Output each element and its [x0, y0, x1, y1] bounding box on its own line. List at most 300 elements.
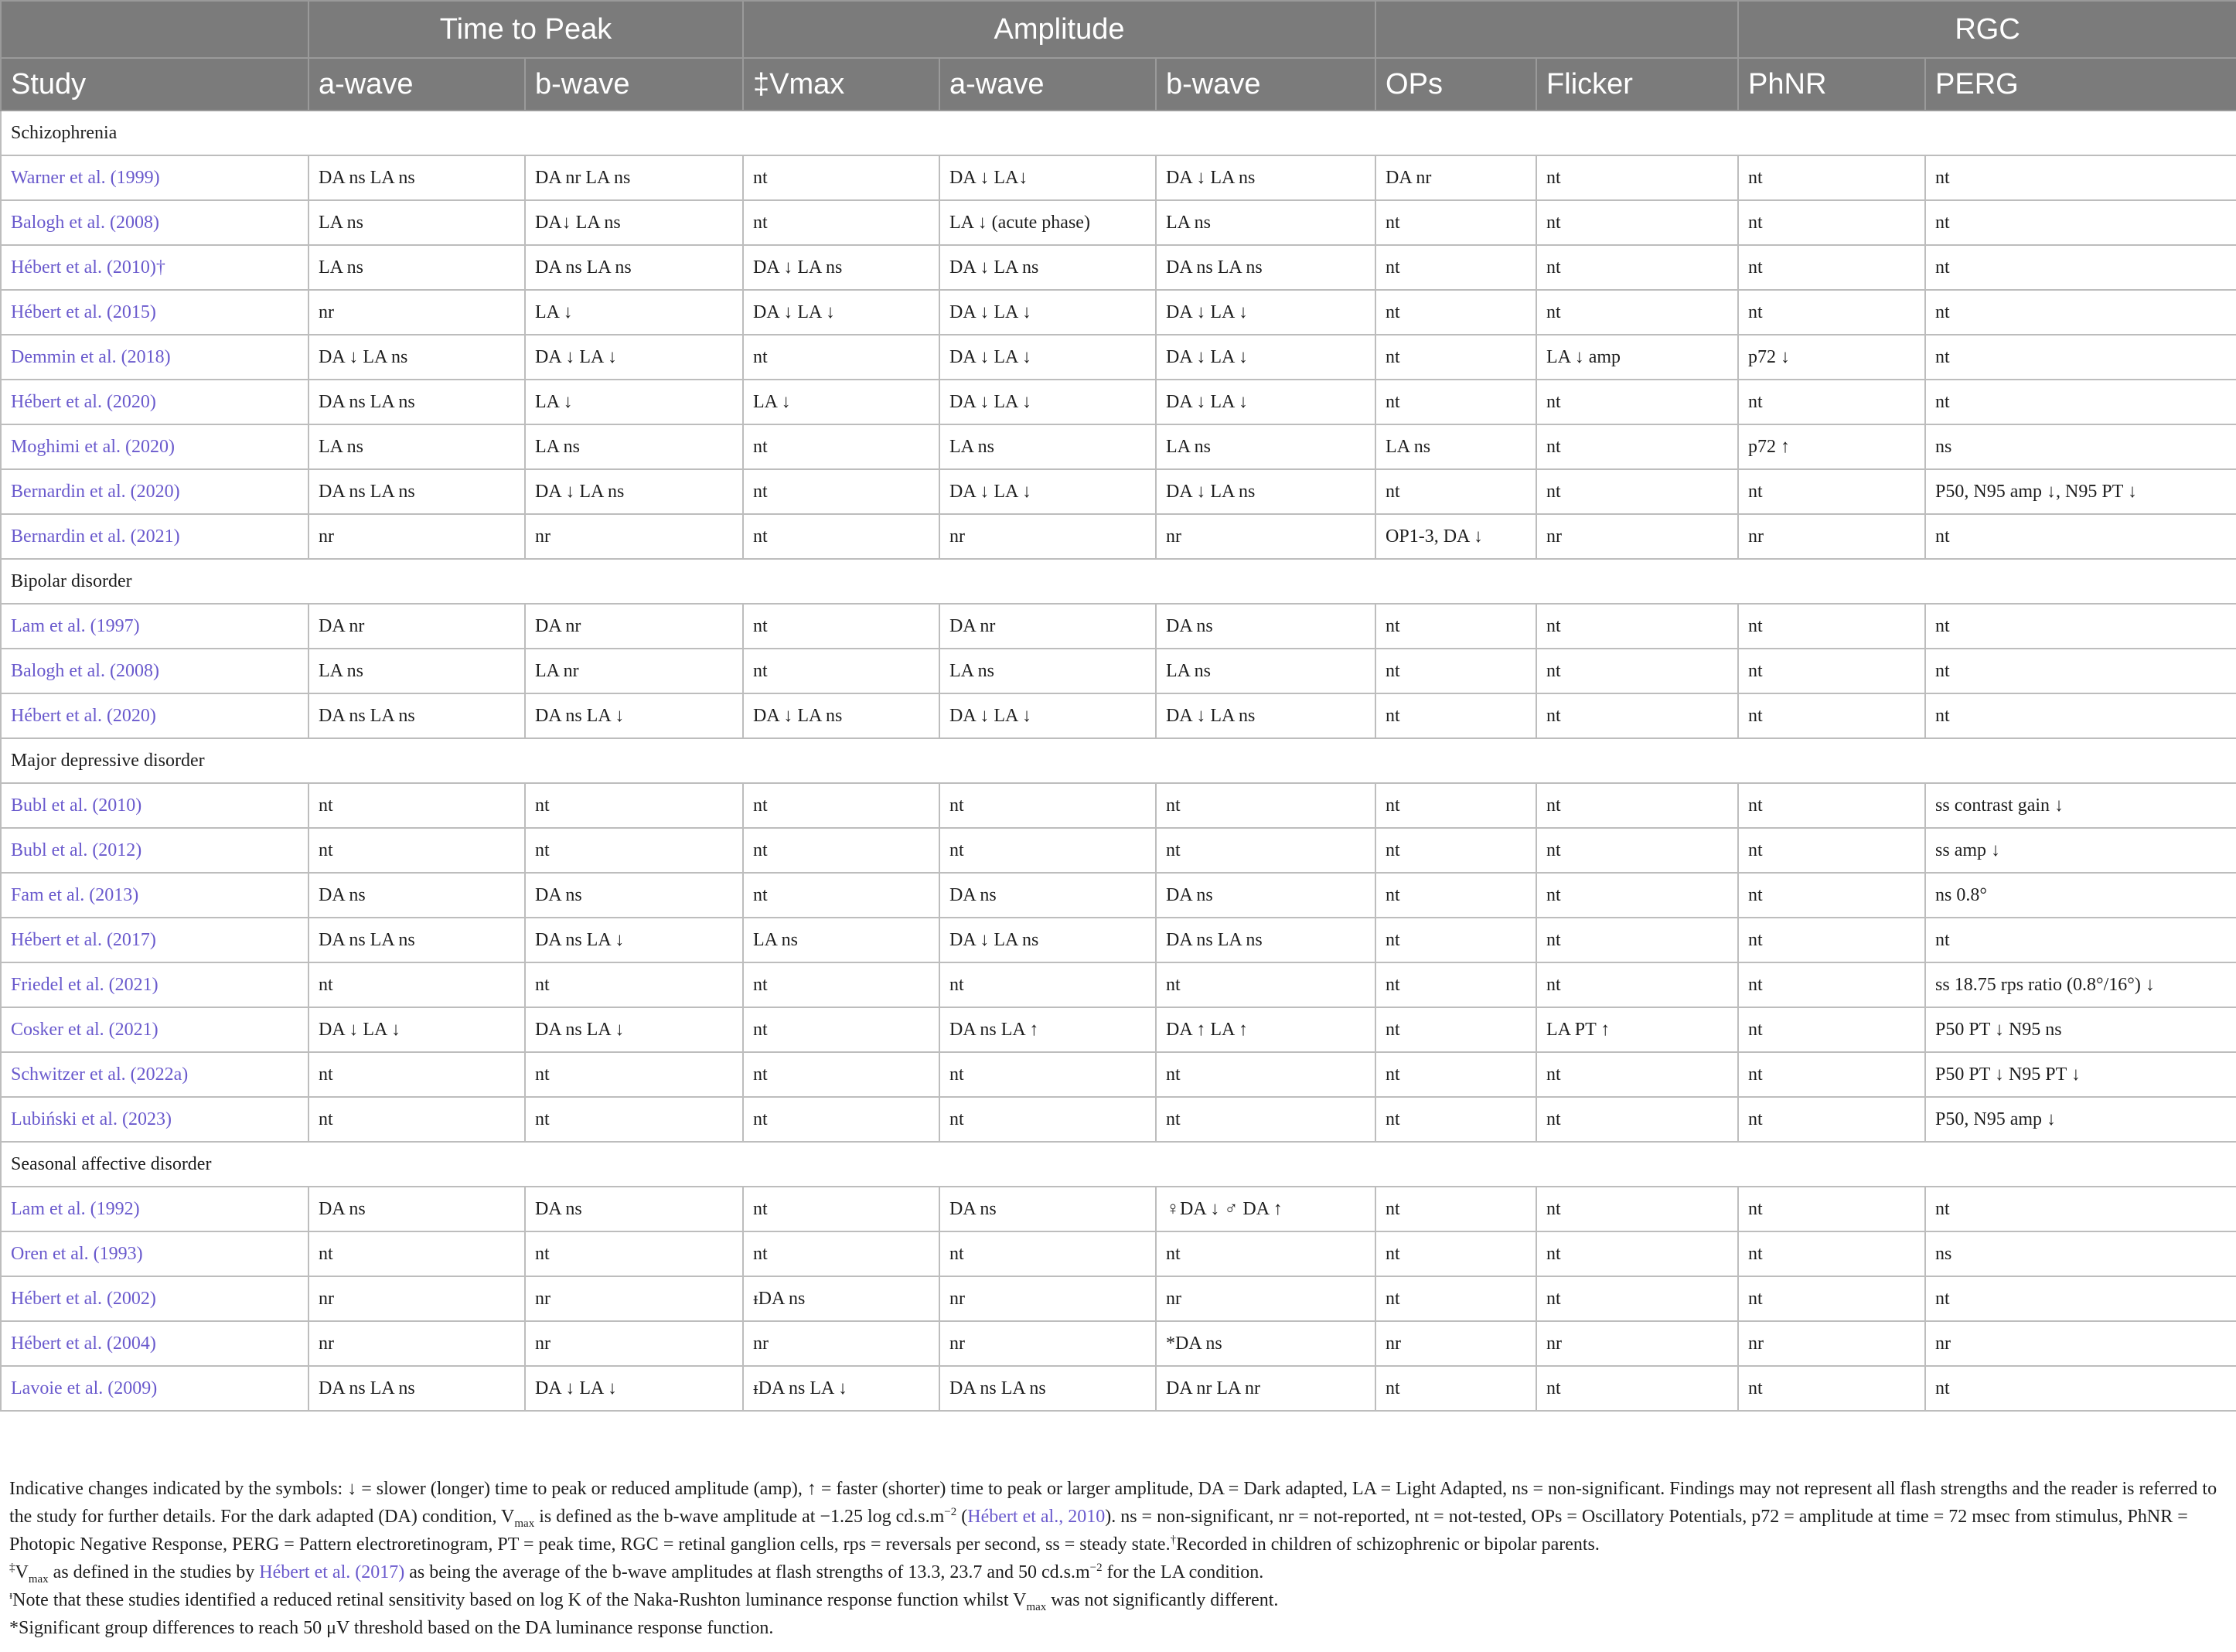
table-cell: nt: [743, 1231, 939, 1276]
table-cell: nt: [1375, 335, 1536, 380]
table-cell: nt: [1738, 649, 1925, 693]
table-cell: P50, N95 amp ↓: [1925, 1097, 2236, 1142]
table-cell: nt: [1536, 200, 1738, 245]
table-cell: ss contrast gain ↓: [1925, 783, 2236, 828]
table-cell: nt: [308, 1097, 525, 1142]
table-cell: nt: [1738, 1231, 1925, 1276]
table-cell: DA ns LA ns: [308, 380, 525, 424]
column-header: PhNR: [1738, 58, 1925, 111]
study-link[interactable]: Bernardin et al. (2021): [11, 526, 180, 547]
table-cell: p72 ↑: [1738, 424, 1925, 469]
table-cell: DA ↓ LA ↓: [1156, 380, 1375, 424]
table-cell: LA ↓ amp: [1536, 335, 1738, 380]
table-cell: ns 0.8°: [1925, 873, 2236, 918]
table-cell: ss 18.75 rps ratio (0.8°/16°) ↓: [1925, 962, 2236, 1007]
table-cell: nt: [939, 1052, 1156, 1097]
table-cell: nr: [743, 1321, 939, 1366]
table-cell: nt: [1925, 649, 2236, 693]
table-cell: nr: [525, 1321, 743, 1366]
table-cell: nt: [525, 962, 743, 1007]
table-cell: nt: [1925, 918, 2236, 962]
table-cell: ns: [1925, 424, 2236, 469]
column-header: Flicker: [1536, 58, 1738, 111]
table-cell: nt: [1925, 1276, 2236, 1321]
table-cell: nr: [308, 290, 525, 335]
table-row: [1, 962, 2236, 1007]
table-cell: p72 ↓: [1738, 335, 1925, 380]
study-link[interactable]: Balogh et al. (2008): [11, 660, 159, 681]
table-cell: nt: [1925, 380, 2236, 424]
study-link[interactable]: Bubl et al. (2010): [11, 795, 142, 816]
table-cell: nt: [1536, 1231, 1738, 1276]
table-cell: nt: [1375, 200, 1536, 245]
study-link[interactable]: Cosker et al. (2021): [11, 1019, 158, 1040]
study-link[interactable]: Hébert et al. (2017): [11, 929, 156, 950]
table-cell: nr: [525, 514, 743, 559]
table-cell: nt: [1375, 828, 1536, 873]
table-cell: DA ↓ LA ns: [1156, 155, 1375, 200]
table-cell: nt: [525, 1052, 743, 1097]
group-header-amplitude: Amplitude: [743, 1, 1375, 58]
table-cell: nt: [1375, 469, 1536, 514]
citation-link[interactable]: Hébert et al. (2017): [259, 1562, 405, 1582]
table-cell: nt: [1738, 783, 1925, 828]
table-cell: nt: [525, 1097, 743, 1142]
table-cell: nt: [1375, 245, 1536, 290]
table-cell: LA ns: [308, 200, 525, 245]
table-cell: nt: [1738, 1276, 1925, 1321]
table-cell: LA ns: [1156, 200, 1375, 245]
table-cell: DA ↓ LA ↓: [308, 1007, 525, 1052]
table-cell: LA ↓: [525, 380, 743, 424]
table-cell: nt: [1536, 1097, 1738, 1142]
table-cell: nt: [1738, 1366, 1925, 1411]
table-cell: *DA ns: [1156, 1321, 1375, 1366]
table-cell: nt: [743, 200, 939, 245]
group-header-row: [1, 1, 2236, 58]
table-cell: nt: [1738, 828, 1925, 873]
table-row: [1, 604, 2236, 649]
table-cell: nt: [1738, 873, 1925, 918]
study-link[interactable]: Demmin et al. (2018): [11, 346, 171, 367]
table-cell: nt: [1536, 469, 1738, 514]
study-link[interactable]: Warner et al. (1999): [11, 167, 160, 188]
study-link[interactable]: Hébert et al. (2002): [11, 1288, 156, 1309]
table-cell: nt: [743, 514, 939, 559]
study-cell: [1, 514, 308, 559]
column-header: a-wave: [308, 58, 525, 111]
table-cell: nt: [1536, 873, 1738, 918]
table-cell: DA ↓ LA ns: [525, 469, 743, 514]
group-header-rgc: RGC: [1738, 1, 2236, 58]
table-cell: nt: [1738, 1187, 1925, 1231]
table-cell: nr: [1536, 514, 1738, 559]
table-cell: DA ↓ LA ↓: [939, 469, 1156, 514]
section-row: [1, 1142, 2236, 1187]
table-cell: nt: [1536, 245, 1738, 290]
table-cell: LA nr: [525, 649, 743, 693]
study-link[interactable]: Oren et al. (1993): [11, 1243, 143, 1264]
study-link[interactable]: Hébert et al. (2020): [11, 391, 156, 412]
table-cell: nt: [1536, 424, 1738, 469]
table-cell: DA ns LA ns: [939, 1366, 1156, 1411]
footnote-legend: Indicative changes indicated by the symbols: ↓ = slower (longer) time to peak or reduced amplitude (amp), ↑ = faster (shorter) time to peak or larger amplitude, DA = Dark adapted, LA = Light Adapted, ns = non-significant. Findings may not represent all flash strengths and the reader is referred to the study for further details. For the dark adapted (DA) condition, $V_{max}$ is defined as the b-wave amplitude at −1.25 $\log cd.s.m^{-2}$ (Hébert et al., 2010). ns = non-significant, nr = not-reported, nt = not-tested, OPs = Oscillatory Potentials, p72 = amplitude at time = 72 msec from stimulus, PhNR = Photopic Negative Response, PERG = Pattern electroretinogram, PT = peak time, RGC = retinal ganglion cells, rps = reversals per second, ss = steady state.†Recorded in children of schizophrenic or bipolar parents.: [9, 1479, 2217, 1555]
section-row: [1, 559, 2236, 604]
table-cell: DA ↑ LA ↑: [1156, 1007, 1375, 1052]
table-cell: nt: [1536, 380, 1738, 424]
table-cell: DA nr: [939, 604, 1156, 649]
table-footnotes: [9, 1475, 2228, 1642]
table-cell: ♀DA ↓ ♂ DA ↑: [1156, 1187, 1375, 1231]
table-cell: P50, N95 amp ↓, N95 PT ↓: [1925, 469, 2236, 514]
table-cell: nt: [1738, 1097, 1925, 1142]
study-cell: [1, 828, 308, 873]
footnote-sensitivity: $^ᵻ$Note that these studies identified a reduced retinal sensitivity based on log K of the Naka-Rushton luminance response function whilst $V_{max}$ was not significantly different.: [9, 1589, 1279, 1613]
table-cell: LA ns: [1156, 649, 1375, 693]
table-cell: nt: [1925, 604, 2236, 649]
table-cell: nt: [1156, 1097, 1375, 1142]
table-cell: nt: [1375, 873, 1536, 918]
table-row: [1, 828, 2236, 873]
table-cell: DA ns LA ↓: [525, 918, 743, 962]
study-link[interactable]: Hébert et al. (2010)†: [11, 257, 165, 278]
study-cell: [1, 1231, 308, 1276]
study-cell: [1, 873, 308, 918]
table-cell: LA ns: [525, 424, 743, 469]
table-cell: nt: [939, 1231, 1156, 1276]
study-cell: [1, 1097, 308, 1142]
study-cell: [1, 1276, 308, 1321]
table-cell: nt: [525, 1231, 743, 1276]
table-cell: DA ns: [308, 1187, 525, 1231]
citation-link[interactable]: Hébert et al., 2010: [967, 1507, 1106, 1527]
table-cell: nr: [1375, 1321, 1536, 1366]
table-row: [1, 783, 2236, 828]
section-label: Bipolar disorder: [1, 559, 2236, 604]
table-cell: nt: [1536, 604, 1738, 649]
table-cell: nt: [1375, 1052, 1536, 1097]
group-header-time-to-peak: Time to Peak: [308, 1, 743, 58]
table-cell: nt: [1536, 962, 1738, 1007]
table-cell: nt: [1375, 649, 1536, 693]
study-link[interactable]: Fam et al. (2013): [11, 884, 139, 905]
table-cell: nt: [1375, 783, 1536, 828]
table-cell: nr: [308, 1321, 525, 1366]
table-cell: DA nr: [308, 604, 525, 649]
study-cell: [1, 200, 308, 245]
table-cell: DA ↓ LA ns: [743, 245, 939, 290]
table-cell: DA ns LA ↓: [525, 693, 743, 738]
table-row: [1, 649, 2236, 693]
study-cell: [1, 469, 308, 514]
group-header-blank: [1375, 1, 1738, 58]
table-cell: nt: [1156, 783, 1375, 828]
table-cell: DA ↓ LA ↓: [939, 290, 1156, 335]
table-cell: nt: [525, 828, 743, 873]
table-cell: nt: [743, 962, 939, 1007]
table-cell: nt: [1536, 828, 1738, 873]
study-cell: [1, 962, 308, 1007]
study-link[interactable]: Lam et al. (1992): [11, 1198, 140, 1219]
table-cell: nt: [1738, 1052, 1925, 1097]
table-cell: nt: [1925, 1187, 2236, 1231]
table-cell: nt: [1536, 290, 1738, 335]
table-cell: DA ns: [939, 1187, 1156, 1231]
table-cell: DA ↓ LA ↓: [939, 693, 1156, 738]
study-cell: [1, 1007, 308, 1052]
table-cell: nr: [1738, 1321, 1925, 1366]
table-cell: DA ↓ LA ns: [1156, 693, 1375, 738]
table-cell: DA nr: [1375, 155, 1536, 200]
table-cell: nt: [1156, 1052, 1375, 1097]
table-cell: P50 PT ↓ N95 PT ↓: [1925, 1052, 2236, 1097]
table-cell: DA ns: [1156, 604, 1375, 649]
table-cell: nt: [1375, 962, 1536, 1007]
table-row: [1, 918, 2236, 962]
table-cell: nt: [939, 783, 1156, 828]
study-cell: [1, 155, 308, 200]
table-row: [1, 1276, 2236, 1321]
table-cell: nt: [1375, 1007, 1536, 1052]
table-cell: nt: [1536, 1187, 1738, 1231]
study-link[interactable]: Friedel et al. (2021): [11, 974, 158, 995]
table-cell: DA ns LA ns: [308, 918, 525, 962]
table-cell: ᵻDA ns LA ↓: [743, 1366, 939, 1411]
table-row: [1, 693, 2236, 738]
table-cell: nt: [1738, 918, 1925, 962]
table-cell: nt: [1536, 1276, 1738, 1321]
table-row: [1, 335, 2236, 380]
table-cell: nt: [1925, 1366, 2236, 1411]
study-link[interactable]: Bernardin et al. (2020): [11, 481, 180, 502]
table-cell: DA ↓ LA ↓: [939, 380, 1156, 424]
table-cell: nr: [308, 514, 525, 559]
table-cell: nt: [1536, 1052, 1738, 1097]
table-cell: nr: [939, 1321, 1156, 1366]
table-cell: nt: [743, 649, 939, 693]
table-cell: ss amp ↓: [1925, 828, 2236, 873]
table-cell: LA ns: [308, 424, 525, 469]
table-cell: nt: [1738, 604, 1925, 649]
table-cell: nt: [1925, 200, 2236, 245]
table-cell: nt: [1375, 1187, 1536, 1231]
table-cell: nt: [1375, 1366, 1536, 1411]
table-cell: nt: [1375, 1231, 1536, 1276]
table-cell: nt: [1738, 693, 1925, 738]
table-cell: nt: [1536, 1366, 1738, 1411]
table-cell: DA ns: [525, 873, 743, 918]
table-cell: LA ↓: [743, 380, 939, 424]
study-cell: [1, 245, 308, 290]
study-link[interactable]: Lubiński et al. (2023): [11, 1109, 172, 1129]
study-link[interactable]: Schwitzer et al. (2022a): [11, 1064, 189, 1085]
footnote-vmax: $^\ddagger V_{max}$ as defined in the studies by Hébert et al. (2017) as being the average of the b-wave amplitudes at flash strengths of 13.3, 23.7 and 50 $cd.s.m^{-2}$ for the LA condition.: [9, 1562, 1264, 1586]
footnote-threshold: *Significant group differences to reach 50 μV threshold based on the DA luminance response function.: [9, 1618, 774, 1638]
table-cell: nt: [1738, 290, 1925, 335]
table-cell: DA nr: [525, 604, 743, 649]
table-row: [1, 200, 2236, 245]
table-cell: nr: [1738, 514, 1925, 559]
table-cell: LA ns: [1375, 424, 1536, 469]
table-cell: LA ns: [743, 918, 939, 962]
table-cell: ns: [1925, 1231, 2236, 1276]
table-row: [1, 1187, 2236, 1231]
table-cell: nt: [1156, 962, 1375, 1007]
study-cell: [1, 424, 308, 469]
section-label: Major depressive disorder: [1, 738, 2236, 783]
table-cell: nr: [1925, 1321, 2236, 1366]
table-cell: DA ns LA ns: [1156, 245, 1375, 290]
table-row: [1, 1321, 2236, 1366]
column-header: ‡Vmax: [743, 58, 939, 111]
table-cell: nt: [1738, 380, 1925, 424]
table-cell: nt: [1925, 290, 2236, 335]
table-cell: LA ns: [1156, 424, 1375, 469]
table-cell: nt: [743, 783, 939, 828]
table-cell: nt: [1738, 469, 1925, 514]
table-body: [1, 111, 2236, 1411]
table-cell: nt: [1925, 693, 2236, 738]
table-row: [1, 1366, 2236, 1411]
study-link[interactable]: Hébert et al. (2020): [11, 705, 156, 726]
table-cell: DA ns: [939, 873, 1156, 918]
table-cell: ᵻDA ns: [743, 1276, 939, 1321]
table-cell: nt: [743, 1187, 939, 1231]
table-cell: nt: [743, 335, 939, 380]
study-link[interactable]: Balogh et al. (2008): [11, 212, 159, 233]
group-header-study: [1, 1, 308, 58]
table-cell: nr: [1156, 1276, 1375, 1321]
table-cell: DA ↓ LA ↓: [525, 1366, 743, 1411]
table-cell: DA ↓ LA ↓: [743, 290, 939, 335]
table-cell: nt: [1375, 290, 1536, 335]
table-cell: LA ns: [308, 245, 525, 290]
study-link[interactable]: Bubl et al. (2012): [11, 840, 142, 860]
study-cell: [1, 1187, 308, 1231]
table-cell: nt: [939, 1097, 1156, 1142]
table-row: [1, 245, 2236, 290]
table-cell: nt: [743, 155, 939, 200]
table-row: [1, 1007, 2236, 1052]
table-cell: DA ↓ LA ns: [939, 245, 1156, 290]
table-cell: nr: [525, 1276, 743, 1321]
study-link[interactable]: Moghimi et al. (2020): [11, 436, 175, 457]
column-header: b-wave: [1156, 58, 1375, 111]
study-cell: [1, 1052, 308, 1097]
table-cell: nt: [743, 424, 939, 469]
table-cell: DA ↓ LA ns: [939, 918, 1156, 962]
study-cell: [1, 693, 308, 738]
study-cell: [1, 918, 308, 962]
table-cell: nt: [1536, 649, 1738, 693]
table-cell: nt: [308, 1231, 525, 1276]
table-cell: nt: [1925, 335, 2236, 380]
table-cell: DA ns LA ns: [308, 469, 525, 514]
table-cell: nt: [1156, 1231, 1375, 1276]
table-cell: DA nr LA ns: [525, 155, 743, 200]
table-cell: nt: [939, 962, 1156, 1007]
table-cell: DA ns: [1156, 873, 1375, 918]
table-cell: nt: [939, 828, 1156, 873]
table-cell: nt: [1375, 918, 1536, 962]
table-cell: nt: [1925, 245, 2236, 290]
table-cell: P50 PT ↓ N95 ns: [1925, 1007, 2236, 1052]
study-cell: [1, 290, 308, 335]
table-cell: LA PT ↑: [1536, 1007, 1738, 1052]
table-cell: nt: [1738, 200, 1925, 245]
table-cell: LA ns: [308, 649, 525, 693]
section-row: [1, 111, 2236, 155]
table-row: [1, 424, 2236, 469]
table-cell: nt: [1156, 828, 1375, 873]
study-link[interactable]: Lam et al. (1997): [11, 615, 140, 636]
table-row: [1, 380, 2236, 424]
table-cell: DA ↓ LA ns: [308, 335, 525, 380]
table-cell: nt: [1375, 693, 1536, 738]
table-cell: nt: [1925, 514, 2236, 559]
table-cell: DA ↓ LA ↓: [1156, 335, 1375, 380]
table-cell: nt: [1925, 155, 2236, 200]
table-cell: nt: [743, 604, 939, 649]
table-cell: DA ↓ LA ns: [1156, 469, 1375, 514]
table-cell: nt: [1536, 693, 1738, 738]
table-row: [1, 873, 2236, 918]
table-cell: DA ↓ LA ↓: [525, 335, 743, 380]
table-cell: nt: [743, 873, 939, 918]
table-cell: DA ns LA ↑: [939, 1007, 1156, 1052]
table-cell: LA ns: [939, 649, 1156, 693]
table-row: [1, 290, 2236, 335]
table-cell: nt: [1375, 380, 1536, 424]
table-cell: nt: [1536, 783, 1738, 828]
table-cell: DA ↓ LA ↓: [1156, 290, 1375, 335]
table-cell: nt: [743, 1007, 939, 1052]
table-cell: nr: [1156, 514, 1375, 559]
study-link[interactable]: Hébert et al. (2004): [11, 1333, 156, 1354]
table-cell: nt: [743, 469, 939, 514]
table-cell: nt: [308, 783, 525, 828]
study-cell: [1, 380, 308, 424]
study-link[interactable]: Hébert et al. (2015): [11, 301, 156, 322]
table-cell: nt: [743, 1097, 939, 1142]
table-cell: nt: [743, 828, 939, 873]
study-cell: [1, 335, 308, 380]
table-cell: LA ns: [939, 424, 1156, 469]
study-link[interactable]: Lavoie et al. (2009): [11, 1378, 158, 1398]
table-row: [1, 469, 2236, 514]
table-row: [1, 1097, 2236, 1142]
table-cell: DA ns LA ns: [308, 1366, 525, 1411]
study-cell: [1, 1321, 308, 1366]
column-header: PERG: [1925, 58, 2236, 111]
table-cell: nt: [1375, 604, 1536, 649]
study-cell: [1, 1366, 308, 1411]
table-cell: nt: [308, 1052, 525, 1097]
table-cell: nt: [743, 1052, 939, 1097]
table-cell: nr: [939, 514, 1156, 559]
column-header: a-wave: [939, 58, 1156, 111]
table-cell: nt: [1536, 918, 1738, 962]
table-cell: DA ns: [308, 873, 525, 918]
table-cell: DA ns LA ns: [308, 155, 525, 200]
table-cell: DA ns LA ns: [525, 245, 743, 290]
table-cell: DA↓ LA ns: [525, 200, 743, 245]
study-cell: [1, 604, 308, 649]
table-cell: nt: [1375, 1276, 1536, 1321]
table-cell: DA ns: [525, 1187, 743, 1231]
table-cell: nr: [1536, 1321, 1738, 1366]
table-cell: nt: [1738, 245, 1925, 290]
